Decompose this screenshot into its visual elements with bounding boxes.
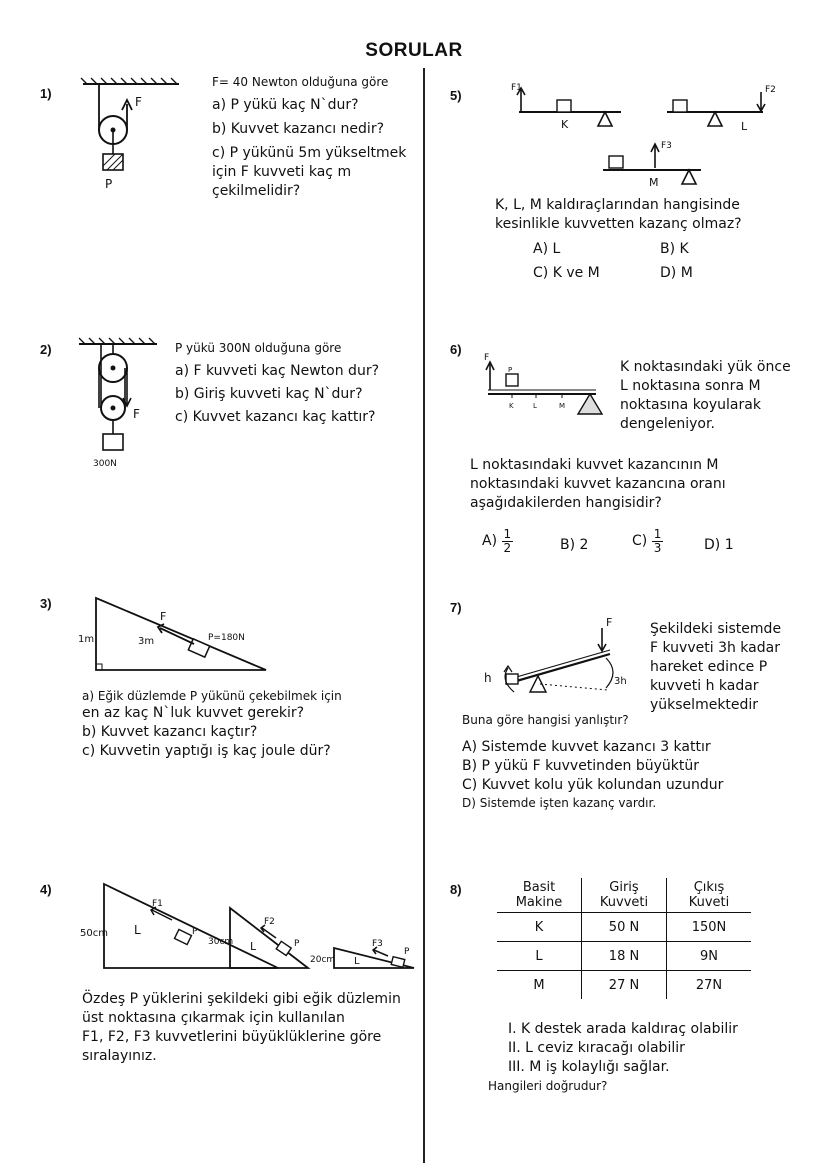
q5-option-a: A) L (533, 241, 561, 257)
q4-height-2: 30cm (208, 937, 234, 947)
q3-part-a-line1: a) Eğik düzlemde P yükünü çekebilmek için (82, 689, 342, 703)
q2-force-label: F (133, 407, 140, 421)
q4-load-1: P (192, 927, 198, 937)
q6-option-b: B) 2 (560, 537, 589, 553)
question-number-5: 5) (450, 88, 462, 103)
table-cell: K (497, 913, 582, 942)
q5-lever-m: M (649, 176, 659, 189)
q7-force-label: F (606, 616, 613, 629)
q2-load-label: 300N (93, 459, 117, 469)
q6-desc-line4: dengeleniyor. (620, 415, 715, 432)
q4-length-1: L (134, 923, 141, 937)
q6-option-a-numerator: 1 (503, 527, 512, 541)
q2-part-a: a) F kuvveti kaç Newton dur? (175, 363, 380, 380)
q2-given: P yükü 300N olduğuna göre (175, 341, 342, 355)
q7-description (650, 620, 781, 714)
q1-part-b: b) Kuvvet kazancı nedir? (212, 121, 385, 138)
question-number-8: 8) (450, 882, 462, 897)
q4-length-2: L (250, 940, 257, 953)
table-row (497, 942, 751, 971)
q6-question-line3: aşağıdakilerden hangisidir? (470, 494, 662, 511)
table-cell: 150N (667, 913, 752, 942)
q6-desc-line3: noktasına koyularak (620, 396, 761, 413)
q4-load-3: P (404, 947, 410, 957)
q1-part-a: a) P yükü kaç N`dur? (212, 97, 359, 114)
table-header-machine: Basit Makine (497, 878, 582, 913)
q8-statements (508, 1020, 738, 1077)
q7-option-c: C) Kuvvet kolu yük kolundan uzundur (462, 776, 724, 793)
q4-force-1: F1 (152, 899, 163, 909)
q7-3h-label: 3h (614, 676, 627, 687)
q6-question (470, 456, 726, 513)
q1-part-c-line3: çekilmelidir? (212, 182, 301, 199)
q4-force-2: F2 (264, 917, 275, 927)
q6-point-l: L (533, 402, 537, 410)
q6-option-c-fraction (652, 528, 664, 554)
q5-question-line1: K, L, M kaldıraçlarından hangisinde (495, 197, 740, 213)
q7-option-d: D) Sistemde işten kazanç vardır. (462, 795, 657, 810)
table-cell: 27 N (582, 971, 667, 1000)
q4-text (82, 990, 401, 1066)
q1-load-label: P (105, 177, 113, 191)
q6-force-label: F (484, 353, 490, 363)
q1-force-label: F (135, 95, 142, 109)
q7-question: Buna göre hangisi yanlıştır? (462, 713, 629, 727)
q4-force-3: F3 (372, 939, 383, 949)
q2-pulley-diagram (75, 336, 165, 476)
q2-part-c: c) Kuvvet kazancı kaç kattır? (175, 408, 376, 425)
table-cell: M (497, 971, 582, 1000)
q6-option-a-label: A) (482, 533, 498, 550)
q6-desc-line1: K noktasındaki yük önce (620, 359, 791, 375)
q4-text-line1: Özdeş P yüklerini şekildeki gibi eğik düzlemin (82, 991, 401, 1007)
q7-option-a: A) Sistemde kuvvet kazancı 3 kattır (462, 739, 711, 755)
question-number-1: 1) (40, 86, 52, 101)
question-number-2: 2) (40, 342, 52, 357)
q2-part-b: b) Giriş kuvveti kaç N`dur? (175, 386, 363, 403)
q7-options (462, 738, 723, 811)
q3-part-a-line2: en az kaç N`luk kuvvet gerekir? (82, 705, 305, 722)
q6-load-label: P (508, 366, 513, 374)
q7-lever-diagram (480, 616, 630, 706)
q8-machine-table (497, 878, 751, 999)
table-header-input: Giriş Kuvveti (582, 878, 667, 913)
q5-lever-k: K (561, 118, 569, 131)
q7-desc-line4: kuvveti h kadar (650, 677, 759, 694)
q7-desc-line2: F kuvveti 3h kadar (650, 639, 780, 656)
q5-option-d: D) M (660, 265, 693, 281)
q6-question-line1: L noktasındaki kuvvet kazancının M (470, 457, 719, 473)
q4-length-3: L (354, 956, 360, 967)
table-row (497, 913, 751, 942)
q8-statement-2: II. L ceviz kıracağı olabilir (508, 1039, 685, 1056)
q6-description (620, 358, 791, 434)
table-cell: 50 N (582, 913, 667, 942)
q5-force-1: F1 (511, 83, 522, 93)
q6-point-k: K (509, 402, 514, 410)
q3-length-label: 3m (138, 636, 155, 647)
q5-text (495, 196, 742, 234)
q6-point-m: M (559, 402, 566, 410)
q1-part-c-line1: c) P yükünü 5m yükseltmek (212, 144, 407, 161)
q6-question-line2: noktasındaki kuvvet kazancına oranı (470, 475, 726, 492)
q4-text-line3: F1, F2, F3 kuvvetlerini büyüklüklerine göre (82, 1028, 382, 1045)
table-header-row (497, 878, 751, 913)
q7-desc-line3: hareket edince P (650, 658, 768, 675)
question-number-3: 3) (40, 596, 52, 611)
table-cell: 18 N (582, 942, 667, 971)
q5-lever-l: L (741, 120, 748, 133)
q6-option-d: D) 1 (704, 537, 734, 553)
q3-part-b: b) Kuvvet kazancı kaçtır? (82, 724, 258, 741)
q6-option-c-numerator: 1 (653, 527, 662, 541)
q4-load-2: P (294, 939, 300, 949)
table-header-output: Çıkış Kuveti (667, 878, 752, 913)
q4-height-1: 50cm (80, 928, 108, 939)
question-number-6: 6) (450, 342, 462, 357)
q5-option-b: B) K (660, 241, 689, 257)
q4-height-3: 20cm (310, 955, 336, 965)
q4-inclined-planes-diagram (80, 880, 420, 975)
q4-text-line2: üst noktasına çıkarmak için kullanılan (82, 1009, 345, 1026)
column-divider (423, 68, 425, 1163)
q5-force-3: F3 (661, 141, 672, 151)
q6-option-c-label: C) (632, 533, 648, 550)
q7-desc-line5: yükselmektedir (650, 696, 759, 713)
q3-force-label: F (160, 610, 167, 623)
q6-option-a-fraction (502, 528, 514, 554)
q3-load-label: P=180N (208, 633, 245, 643)
q8-statement-3: III. M iş kolaylığı sağlar. (508, 1058, 670, 1075)
q6-desc-line2: L noktasına sonra M (620, 377, 761, 394)
q3-inclined-plane-diagram (78, 592, 278, 682)
q7-desc-line1: Şekildeki sistemde (650, 621, 782, 637)
q8-statement-1: I. K destek arada kaldıraç olabilir (508, 1021, 738, 1037)
q6-option-a (482, 528, 513, 554)
q7-h-label: h (484, 671, 492, 685)
table-cell: L (497, 942, 582, 971)
q5-force-2: F2 (765, 85, 776, 95)
q3-text (82, 688, 342, 761)
q5-levers-diagram (505, 80, 795, 192)
q4-text-line4: sıralayınız. (82, 1047, 157, 1064)
question-number-7: 7) (450, 600, 462, 615)
q3-part-c: c) Kuvvetin yaptığı iş kaç joule dür? (82, 742, 331, 759)
q1-text (212, 74, 406, 201)
q6-option-c (632, 528, 663, 554)
q5-option-c: C) K ve M (533, 265, 600, 281)
q1-pulley-diagram (75, 76, 190, 196)
q3-height-label: 1m (78, 634, 95, 645)
table-cell: 27N (695, 977, 723, 993)
table-cell: 9N (667, 942, 752, 971)
q5-question-line2: kesinlikle kuvvetten kazanç olmaz? (495, 215, 742, 232)
page-title: SORULAR (365, 40, 463, 61)
q6-option-a-denominator: 2 (503, 540, 512, 555)
q6-option-c-denominator: 3 (653, 540, 662, 555)
q2-text (175, 340, 379, 427)
q6-lever-diagram (478, 352, 618, 432)
question-number-4: 4) (40, 882, 52, 897)
q8-question: Hangileri doğrudur? (488, 1079, 608, 1093)
table-row (497, 971, 751, 1000)
q1-given: F= 40 Newton olduğuna göre (212, 75, 389, 89)
q1-part-c-line2: için F kuvveti kaç m (212, 163, 352, 180)
q7-option-b: B) P yükü F kuvvetinden büyüktür (462, 757, 700, 774)
